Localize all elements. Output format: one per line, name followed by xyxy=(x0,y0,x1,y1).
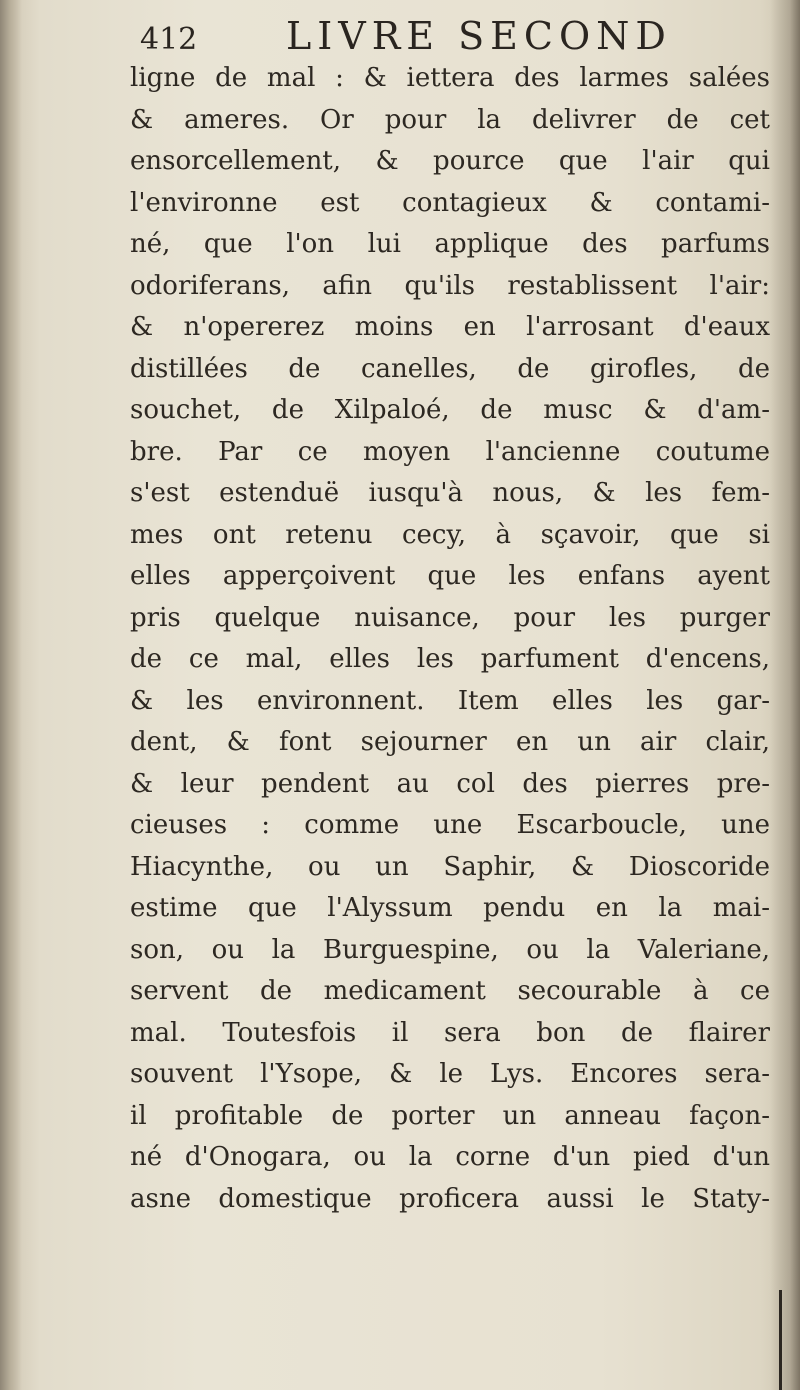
text-line: & leur pendent au col des pierres pre- xyxy=(130,768,770,799)
text-line: mes ont retenu cecy, à sçavoir, que si xyxy=(130,519,770,550)
text-line: Hiacynthe, ou un Saphir, & Dioscoride xyxy=(130,851,770,882)
text-line: né d'Onogara, ou la corne d'un pied d'un xyxy=(130,1142,770,1172)
page-header xyxy=(140,10,700,62)
running-head: LIVRE SECOND xyxy=(286,14,672,58)
page-edge-shadow xyxy=(770,0,800,1390)
text-line: asne domestique proficera aussi le Staty- xyxy=(130,1183,770,1214)
text-line: né, que l'on lui applique des parfums xyxy=(130,229,770,259)
text-line: elles apperçoivent que les enfans ayent xyxy=(130,561,770,591)
text-line: & ameres. Or pour la delivrer de cet xyxy=(130,104,770,135)
text-line: souchet, de Xilpaloé, de musc & d'am- xyxy=(130,395,770,425)
text-line: souvent l'Ysope, & le Lys. Encores sera- xyxy=(130,1059,770,1089)
text-line: il profitable de porter un anneau façon- xyxy=(130,1100,770,1131)
text-line: de ce mal, elles les parfument d'encens, xyxy=(130,644,770,674)
page-gutter-shadow xyxy=(0,0,22,1390)
text-line: l'environne est contagieux & contami- xyxy=(130,187,770,218)
text-line: ligne de mal : & iettera des larmes salées xyxy=(130,63,770,93)
text-line: odoriferans, afin qu'ils restablissent l'air: xyxy=(130,270,770,301)
text-line: distillées de canelles, de girofles, de xyxy=(130,353,770,384)
text-line: dent, & font sejourner en un air clair, xyxy=(130,727,770,757)
body-text xyxy=(130,58,770,1220)
text-line: son, ou la Burguespine, ou la Valeriane, xyxy=(130,934,770,965)
page-edge-rule xyxy=(779,1290,782,1390)
text-line: ensorcellement, & pource que l'air qui xyxy=(130,146,770,176)
text-line: mal. Toutesfois il sera bon de flairer xyxy=(130,1017,770,1048)
text-line: s'est estenduë iusqu'à nous, & les fem- xyxy=(130,478,770,508)
text-line: cieuses : comme une Escarboucle, une xyxy=(130,810,770,840)
text-line: & n'opererez moins en l'arrosant d'eaux xyxy=(130,312,770,342)
text-line: bre. Par ce moyen l'ancienne coutume xyxy=(130,436,770,467)
text-line: pris quelque nuisance, pour les purger xyxy=(130,602,770,633)
page-number: 412 xyxy=(140,22,198,57)
text-line: & les environnent. Item elles les gar- xyxy=(130,685,770,716)
text-line: estime que l'Alyssum pendu en la mai- xyxy=(130,893,770,923)
text-line: servent de medicament secourable à ce xyxy=(130,976,770,1006)
